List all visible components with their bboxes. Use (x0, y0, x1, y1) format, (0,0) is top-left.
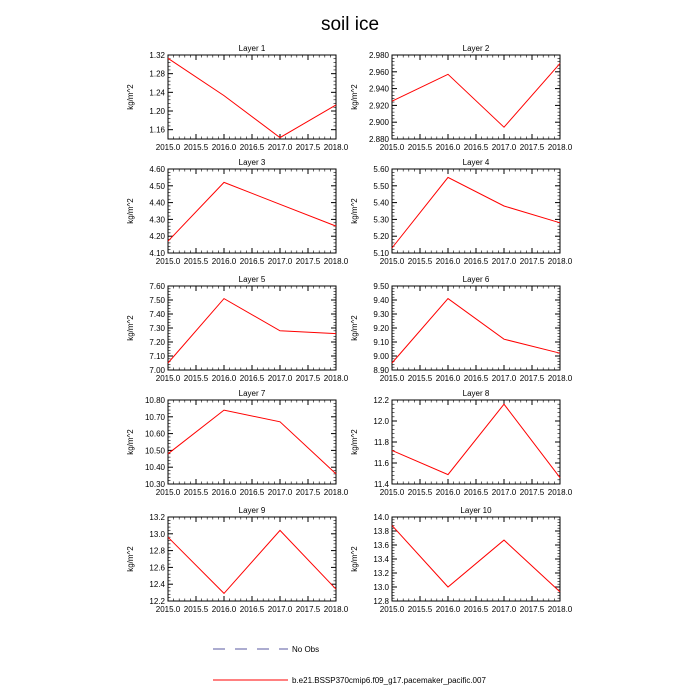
panel-layer-6 (350, 275, 573, 383)
series-line (392, 404, 560, 478)
panel-layer-8 (350, 389, 573, 497)
plot-frame (392, 55, 560, 139)
panel-layer-9 (126, 506, 349, 614)
series-line (392, 177, 560, 248)
x-tick-label: 2015.0 (379, 488, 405, 497)
y-tick-label: 12.4 (149, 580, 165, 590)
plot-frame (168, 169, 336, 253)
y-tick-label: 10.60 (144, 429, 165, 439)
x-tick-label: 2016.5 (239, 257, 265, 266)
plot-frame (168, 400, 336, 484)
y-tick-label: 1.28 (149, 69, 165, 79)
panel-title: Layer 3 (238, 158, 266, 167)
y-tick-label: 13.4 (373, 555, 389, 564)
x-tick-label: 2016.5 (239, 605, 265, 614)
y-axis-label: kg/m^2 (126, 84, 135, 110)
x-tick-label: 2015.5 (407, 143, 433, 152)
y-axis-label: kg/m^2 (350, 429, 359, 455)
y-tick-label: 13.0 (373, 583, 389, 592)
x-tick-label: 2015.5 (183, 257, 209, 266)
x-tick-label: 2018.0 (323, 257, 349, 266)
x-tick-label: 2017.5 (295, 143, 321, 152)
y-tick-label: 9.00 (373, 352, 389, 361)
x-tick-label: 2016.0 (211, 143, 237, 152)
x-tick-label: 2017.0 (491, 374, 517, 383)
y-tick-label: 1.16 (149, 125, 165, 135)
panel-layer-5 (126, 275, 349, 383)
y-tick-label: 4.40 (149, 198, 165, 208)
y-tick-label: 13.0 (149, 529, 165, 539)
x-tick-label: 2016.5 (463, 143, 489, 152)
x-tick-label: 2018.0 (547, 257, 573, 266)
y-tick-label: 8.90 (373, 366, 389, 375)
x-tick-label: 2016.0 (435, 605, 461, 614)
y-axis-label: kg/m^2 (126, 546, 135, 572)
y-tick-label: 1.20 (149, 107, 165, 116)
x-tick-label: 2017.5 (519, 605, 545, 614)
y-tick-label: 7.10 (149, 352, 165, 361)
y-tick-label: 10.30 (144, 480, 165, 489)
y-axis-label: kg/m^2 (350, 315, 359, 341)
y-tick-label: 2.920 (368, 101, 389, 111)
legend (213, 645, 486, 685)
series-line (168, 530, 336, 593)
x-tick-label: 2015.5 (183, 488, 209, 497)
x-tick-label: 2016.0 (211, 605, 237, 614)
y-tick-label: 9.40 (373, 296, 389, 305)
panel-layer-7 (126, 389, 349, 497)
y-tick-label: 9.50 (373, 282, 389, 291)
y-tick-label: 2.940 (368, 84, 389, 94)
series-line (392, 299, 560, 363)
y-tick-label: 2.960 (368, 67, 389, 77)
x-tick-label: 2015.5 (183, 605, 209, 614)
y-tick-label: 12.8 (149, 546, 165, 556)
x-tick-label: 2016.5 (463, 605, 489, 614)
y-tick-label: 4.50 (149, 181, 165, 191)
x-tick-label: 2018.0 (323, 374, 349, 383)
panel-title: Layer 4 (462, 158, 490, 167)
y-tick-label: 11.8 (374, 438, 389, 447)
y-tick-label: 12.0 (373, 417, 389, 426)
series-line (168, 58, 336, 137)
x-tick-label: 2017.0 (491, 488, 517, 497)
x-tick-label: 2015.0 (379, 605, 405, 614)
y-tick-label: 5.40 (373, 198, 389, 208)
y-tick-label: 7.50 (149, 296, 165, 305)
y-tick-label: 9.20 (373, 324, 389, 333)
plot-frame (392, 400, 560, 484)
series-line (392, 63, 560, 127)
x-tick-label: 2018.0 (547, 605, 573, 614)
legend-no-obs-label: No Obs (292, 645, 320, 654)
panel-title: Layer 5 (238, 275, 266, 284)
legend-series-label: b.e21.BSSP370cmip6.f09_g17.pacemaker_pacific.007 (292, 676, 486, 685)
x-tick-label: 2015.5 (183, 374, 209, 383)
plot-frame (168, 55, 336, 139)
y-axis-label: kg/m^2 (350, 84, 359, 110)
x-tick-label: 2017.0 (267, 488, 293, 497)
y-tick-label: 11.4 (374, 480, 389, 489)
x-tick-label: 2018.0 (547, 374, 573, 383)
x-tick-label: 2015.0 (379, 143, 405, 152)
y-tick-label: 10.80 (144, 396, 165, 405)
panel-title: Layer 1 (238, 44, 266, 53)
y-tick-label: 13.6 (373, 541, 389, 550)
series-line (168, 410, 336, 474)
x-tick-label: 2016.0 (435, 257, 461, 266)
x-tick-label: 2016.0 (211, 488, 237, 497)
y-tick-label: 2.900 (368, 118, 389, 128)
series-line (392, 525, 560, 592)
y-tick-label: 12.2 (149, 597, 165, 606)
x-tick-label: 2015.0 (155, 374, 181, 383)
y-tick-label: 1.24 (149, 88, 165, 98)
y-tick-label: 10.50 (144, 446, 165, 456)
x-tick-label: 2015.0 (155, 143, 181, 152)
x-tick-label: 2017.5 (519, 257, 545, 266)
x-tick-label: 2017.5 (295, 374, 321, 383)
x-tick-label: 2016.0 (211, 257, 237, 266)
y-tick-label: 11.6 (374, 459, 389, 468)
x-tick-label: 2016.5 (239, 488, 265, 497)
panel-title: Layer 10 (460, 506, 492, 515)
y-tick-label: 7.40 (149, 310, 165, 319)
x-tick-label: 2017.0 (267, 143, 293, 152)
series-line (168, 299, 336, 363)
x-tick-label: 2017.0 (267, 605, 293, 614)
y-tick-label: 5.50 (373, 181, 389, 191)
x-tick-label: 2017.5 (295, 257, 321, 266)
x-tick-label: 2018.0 (323, 143, 349, 152)
x-tick-label: 2016.5 (239, 374, 265, 383)
y-tick-label: 10.40 (144, 463, 165, 473)
y-tick-label: 2.980 (368, 51, 389, 60)
y-tick-label: 13.2 (373, 569, 389, 578)
x-tick-label: 2015.5 (407, 605, 433, 614)
plot-frame (392, 286, 560, 370)
y-tick-label: 4.10 (149, 249, 165, 258)
y-tick-label: 12.8 (373, 597, 389, 606)
x-tick-label: 2015.0 (155, 257, 181, 266)
y-tick-label: 2.880 (368, 135, 389, 144)
x-tick-label: 2016.5 (239, 143, 265, 152)
y-axis-label: kg/m^2 (350, 546, 359, 572)
x-tick-label: 2018.0 (547, 488, 573, 497)
y-tick-label: 5.60 (373, 165, 389, 174)
x-tick-label: 2017.5 (519, 374, 545, 383)
y-tick-label: 7.20 (149, 338, 165, 347)
panel-layer-4 (350, 158, 573, 266)
y-tick-label: 13.8 (373, 527, 389, 536)
y-tick-label: 5.10 (373, 249, 389, 258)
figure-title: soil ice (320, 14, 380, 35)
y-tick-label: 4.30 (149, 215, 165, 225)
y-tick-label: 13.2 (149, 513, 165, 522)
y-tick-label: 7.30 (149, 324, 165, 333)
x-tick-label: 2015.0 (379, 257, 405, 266)
y-tick-label: 14.0 (373, 513, 389, 522)
y-axis-label: kg/m^2 (350, 198, 359, 224)
y-tick-label: 12.6 (149, 563, 165, 573)
x-tick-label: 2015.0 (155, 488, 181, 497)
y-tick-label: 4.20 (149, 232, 165, 242)
x-tick-label: 2016.5 (463, 374, 489, 383)
panels (126, 44, 573, 614)
y-axis-label: kg/m^2 (126, 315, 135, 341)
y-tick-label: 5.20 (373, 232, 389, 242)
y-tick-label: 1.32 (149, 51, 165, 60)
y-tick-label: 7.00 (149, 366, 165, 375)
x-tick-label: 2015.0 (155, 605, 181, 614)
plot-frame (168, 517, 336, 601)
panel-layer-1 (126, 44, 349, 152)
panel-layer-2 (350, 44, 573, 152)
x-tick-label: 2016.0 (211, 374, 237, 383)
x-tick-label: 2018.0 (323, 488, 349, 497)
series-line (168, 182, 336, 241)
plot-frame (392, 517, 560, 601)
panel-title: Layer 6 (462, 275, 490, 284)
x-tick-label: 2016.5 (463, 488, 489, 497)
panel-layer-10 (350, 506, 573, 614)
x-tick-label: 2017.5 (295, 605, 321, 614)
x-tick-label: 2017.5 (519, 488, 545, 497)
panel-title: Layer 7 (238, 389, 266, 398)
panel-title: Layer 8 (462, 389, 490, 398)
y-tick-label: 10.70 (144, 412, 165, 422)
x-tick-label: 2015.0 (379, 374, 405, 383)
x-tick-label: 2017.5 (295, 488, 321, 497)
y-tick-label: 7.60 (149, 282, 165, 291)
plot-frame (168, 286, 336, 370)
panel-layer-3 (126, 158, 349, 266)
x-tick-label: 2017.0 (267, 257, 293, 266)
x-tick-label: 2018.0 (547, 143, 573, 152)
x-tick-label: 2016.0 (435, 143, 461, 152)
x-tick-label: 2015.5 (407, 374, 433, 383)
y-tick-label: 5.30 (373, 215, 389, 225)
plot-frame (392, 169, 560, 253)
x-tick-label: 2015.5 (407, 488, 433, 497)
x-tick-label: 2015.5 (183, 143, 209, 152)
panel-title: Layer 2 (462, 44, 490, 53)
x-tick-label: 2017.0 (491, 143, 517, 152)
y-tick-label: 9.30 (373, 310, 389, 319)
x-tick-label: 2015.5 (407, 257, 433, 266)
y-axis-label: kg/m^2 (126, 198, 135, 224)
x-tick-label: 2018.0 (323, 605, 349, 614)
panel-title: Layer 9 (238, 506, 266, 515)
x-tick-label: 2016.0 (435, 374, 461, 383)
x-tick-label: 2017.0 (491, 605, 517, 614)
y-tick-label: 4.60 (149, 165, 165, 174)
y-tick-label: 12.2 (373, 396, 389, 405)
x-tick-label: 2017.5 (519, 143, 545, 152)
x-tick-label: 2017.0 (491, 257, 517, 266)
y-axis-label: kg/m^2 (126, 429, 135, 455)
y-tick-label: 9.10 (373, 338, 389, 347)
x-tick-label: 2016.5 (463, 257, 489, 266)
x-tick-label: 2016.0 (435, 488, 461, 497)
x-tick-label: 2017.0 (267, 374, 293, 383)
